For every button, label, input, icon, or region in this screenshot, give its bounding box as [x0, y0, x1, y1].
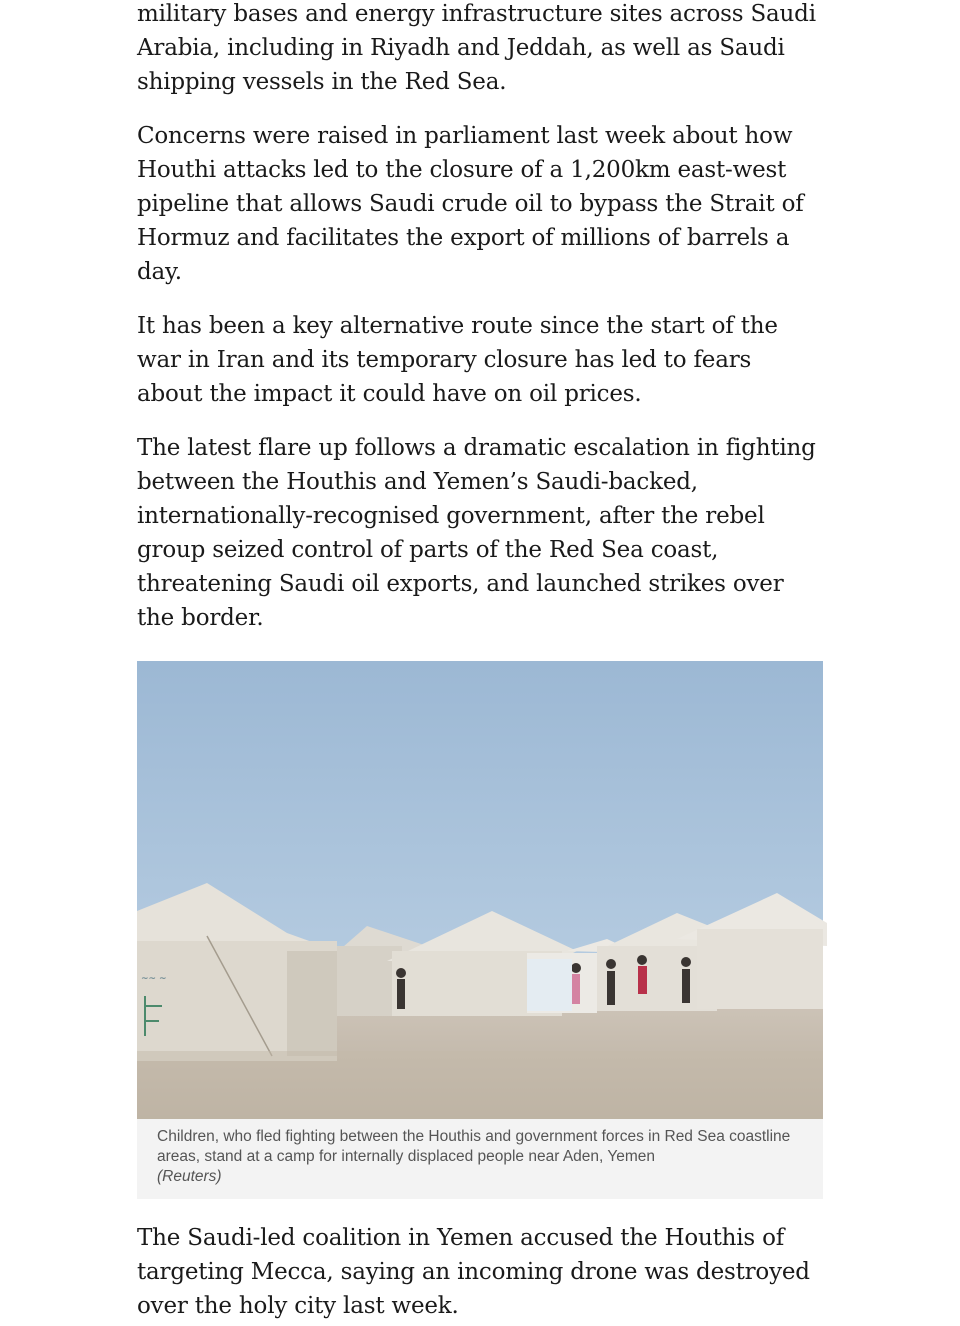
article-paragraph: Concerns were raised in parliament last week about how Houthi attacks led to the closure of a 1,200km east-west pipeline that allows Saudi crude oil to bypass the Strait of Hormuz and facilitates the export of millions of barrels a day.: [137, 123, 804, 285]
article-figure: [137, 661, 823, 1199]
camp-photo[interactable]: [137, 661, 823, 1119]
photo-credit: (Reuters): [157, 1168, 222, 1185]
caption-text: Children, who fled fighting between the Houthis and government forces in Red Sea coastline areas, stand at a camp for internally displaced people near Aden, Yemen: [157, 1128, 791, 1165]
article-paragraph: The Saudi-led coalition in Yemen accused the Houthis of targeting Mecca, saying an incoming drone was destroyed over the holy city last week.: [137, 1225, 810, 1319]
figure-caption: [137, 1119, 823, 1199]
article-body: [137, 0, 823, 1323]
svg-text:~~ ~: ~~ ~: [141, 974, 167, 984]
article-paragraph: The latest flare up follows a dramatic escalation in fighting between the Houthis and Yemen’s Saudi-backed, internationally-recognised government, after the rebel group seized control of parts of the Red Sea coast, threatening Saudi oil exports, and launched strikes over the border.: [137, 435, 816, 631]
article-paragraph: military bases and energy infrastructure sites across Saudi Arabia, including in Riyadh and Jeddah, as well as Saudi shipping vessels in the Red Sea.: [137, 1, 816, 95]
article-paragraph: It has been a key alternative route since the start of the war in Iran and its temporary closure has led to fears about the impact it could have on oil prices.: [137, 313, 778, 407]
